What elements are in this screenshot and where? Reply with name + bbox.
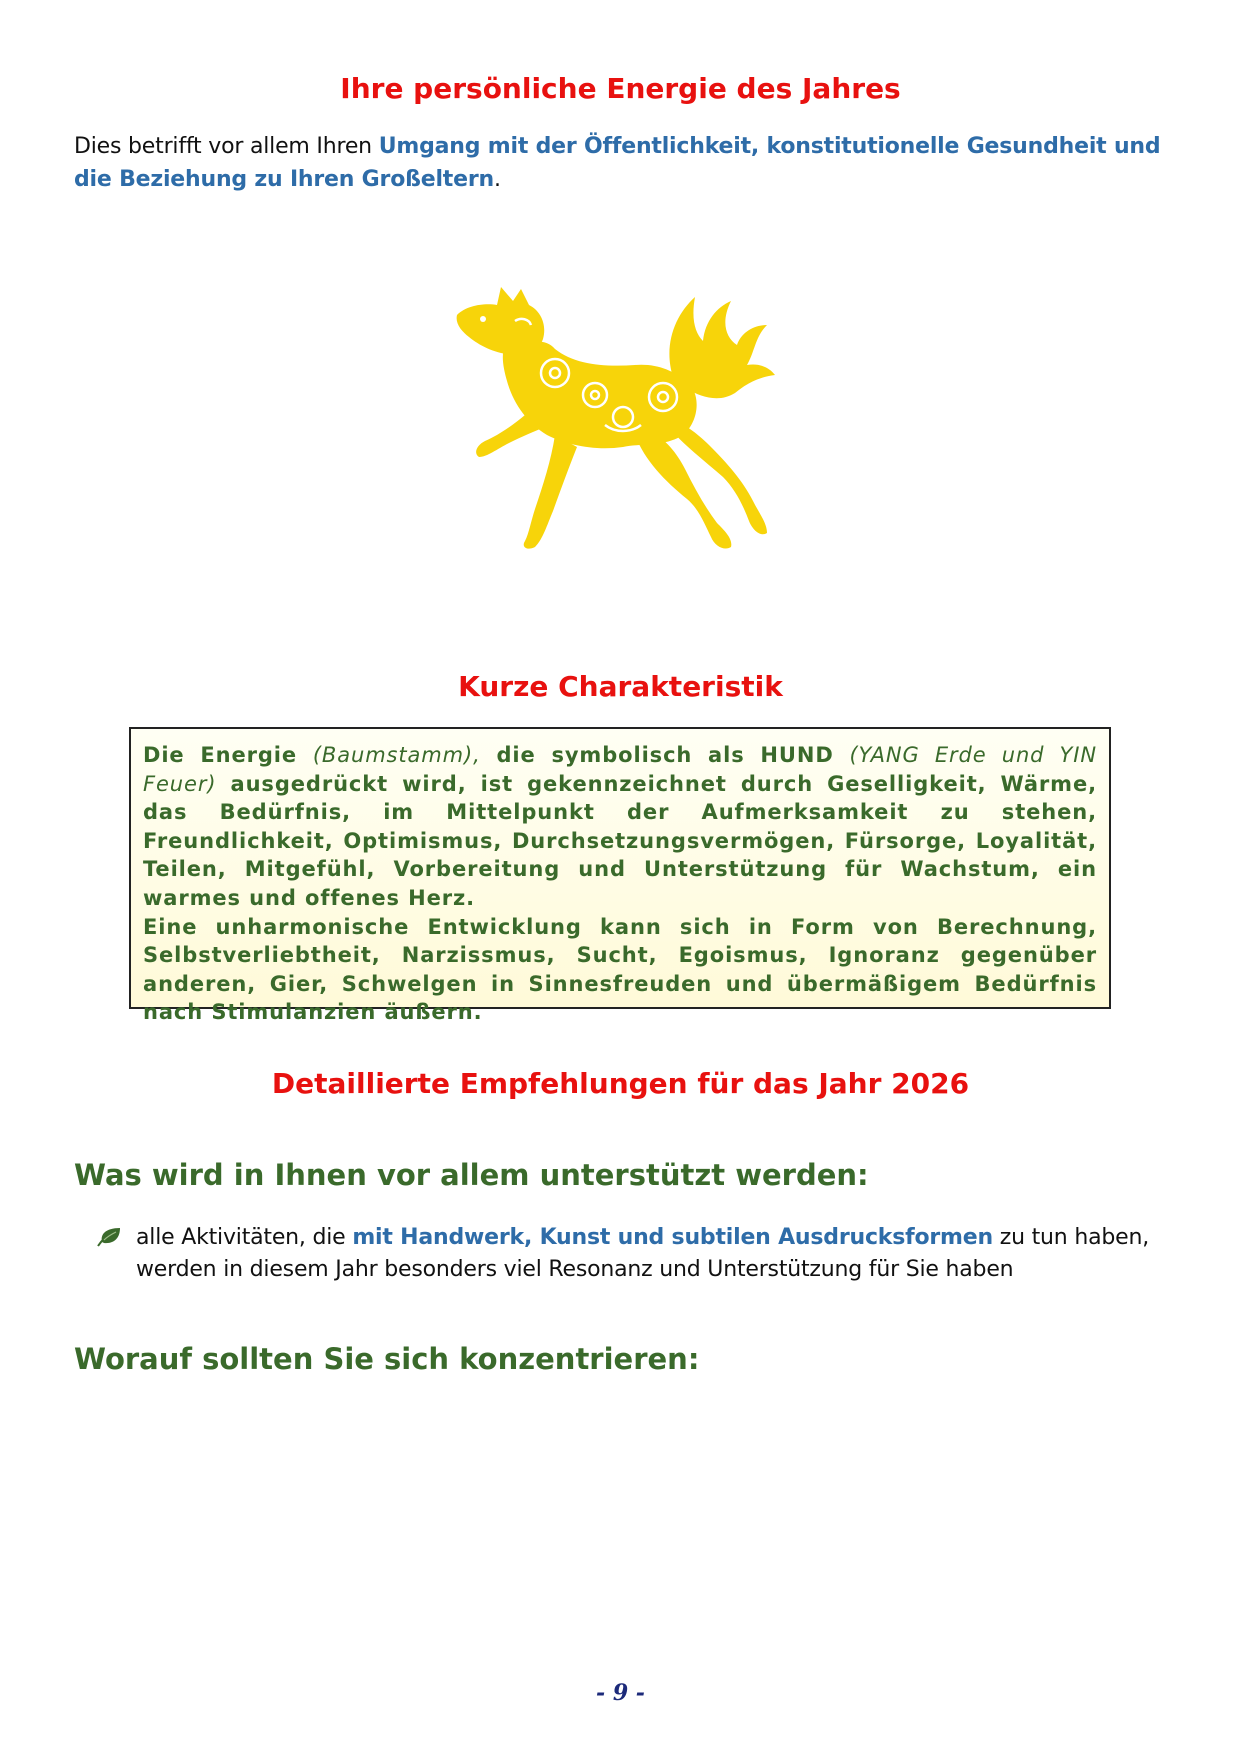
characteristic-text-4: (YANG Erde und YIN Feuer) xyxy=(143,743,1097,796)
page-number: - 9 - xyxy=(596,1680,645,1706)
intro-highlight: Umgang mit der Öffentlichkeit, konstitutionelle Gesundheit und die Beziehung zu Ihren Großeltern xyxy=(74,134,1161,192)
focus-heading: Worauf sollten Sie sich konzentrieren: xyxy=(74,1342,700,1376)
characteristic-text-1: Die Energie xyxy=(143,743,313,767)
intro-suffix: . xyxy=(493,167,501,192)
bullet-highlight: mit Handwerk, Kunst und subtilen Ausdrucksformen xyxy=(352,1225,993,1250)
characteristic-box xyxy=(129,727,1111,1025)
bullet-suffix: zu tun haben, werden in diesem Jahr besonders viel Resonanz und Unterstützung für Sie haben xyxy=(136,1225,1149,1282)
characteristic-text-6: Eine unharmonische Entwicklung kann sich in Form von Berechnung, Selbstverliebtheit, Narzissmus, Sucht, Egoismus, Ignoranz gegenüber anderen, Gier, Schwelgen in Sinnesfreuden und übermäßigem Bedürfnis nach Stimulanzien äußern. xyxy=(143,914,1097,1025)
leaf-bullet-icon xyxy=(96,1226,122,1248)
bullet-prefix: alle Aktivitäten, die xyxy=(136,1225,353,1250)
page-title: Ihre persönliche Energie des Jahres xyxy=(340,72,901,105)
characteristic-text-2: (Baumstamm), xyxy=(312,743,481,767)
support-heading: Was wird in Ihnen vor allem unterstützt werden: xyxy=(74,1158,869,1192)
recommendations-heading: Detaillierte Empfehlungen für das Jahr 2026 xyxy=(271,1067,970,1100)
characteristic-text-3: die symbolisch als HUND xyxy=(480,743,850,767)
list-item xyxy=(96,1222,1176,1286)
characteristic-heading: Kurze Charakteristik xyxy=(458,670,783,703)
dog-icon xyxy=(455,285,790,555)
list-item-text xyxy=(136,1222,1176,1286)
characteristic-text-5: ausgedrückt wird, ist gekennzeichnet durch Geselligkeit, Wärme, das Bedürfnis, im Mittelpunkt der Aufmerksamkeit zu stehen, Freundlichkeit, Optimismus, Durchsetzungsvermögen, Fürsorge, Loyalität, Teilen, Mitgefühl, Vorbereitung und Unterstützung für Wachstum, ein warmes und offenes Herz. xyxy=(143,771,1097,910)
intro-paragraph xyxy=(74,130,1174,196)
intro-prefix: Dies betrifft vor allem Ihren xyxy=(74,134,379,159)
